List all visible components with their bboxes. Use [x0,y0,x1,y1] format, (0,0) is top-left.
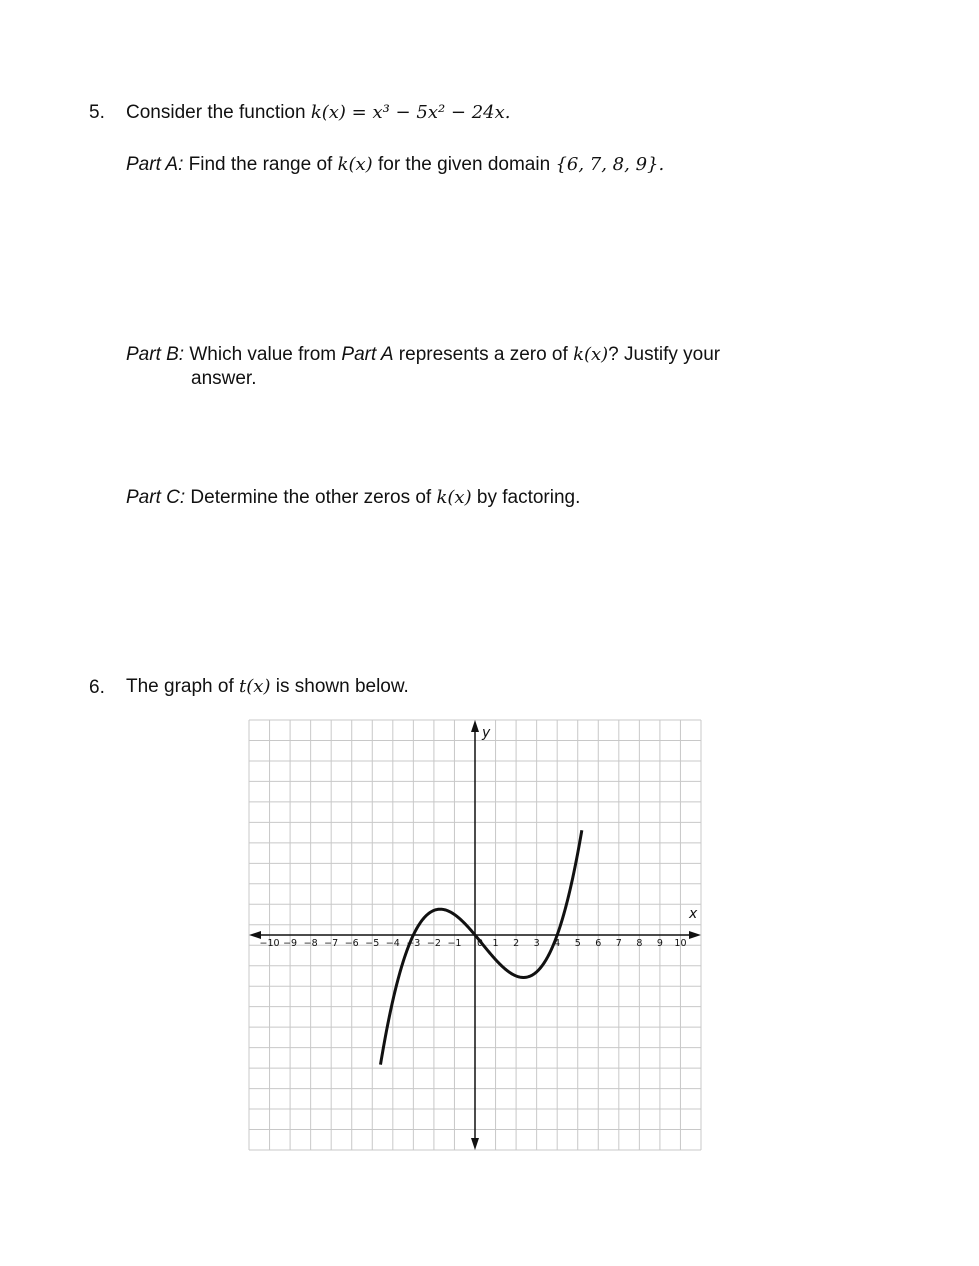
x-tick-label: 0 [476,938,484,949]
part-b-text-2: represents a zero of [398,344,568,365]
y-axis-label: y [482,725,491,741]
x-tick-label: −3 [406,938,421,949]
function-expression: k(x) = x³ − 5x² − 24x. [310,102,511,123]
question-5-stem [126,101,511,125]
part-b-ref: Part A [341,344,394,365]
x-tick-label: 7 [615,938,622,949]
question-6-text: The graph of [126,676,234,697]
part-b-text-1: Which value from [189,344,337,365]
part-b-function: k(x) [573,344,609,365]
x-tick-label: −9 [283,938,298,949]
x-tick-label: 5 [574,938,581,949]
x-tick-label: 6 [595,938,602,949]
x-tick-label: −2 [426,938,441,949]
x-tick-label: −8 [303,938,318,949]
part-a-label: Part A: [126,154,184,175]
x-tick-label: −6 [344,938,359,949]
y-axis-up-arrow [471,720,479,732]
question-6-number: 6. [89,677,105,698]
part-b-label: Part B: [126,344,185,365]
part-a [126,153,664,177]
y-axis-down-arrow [471,1138,479,1150]
part-c [126,486,580,510]
question-5-number: 5. [89,102,105,123]
question-6-stem [126,675,409,699]
x-tick-label: 4 [554,938,561,949]
x-tick-label: 1 [492,938,499,949]
x-axis-label: x [689,906,698,922]
cubic-graph [246,718,704,1154]
part-a-text-after: for the given domain [377,154,551,175]
part-b-line-2: answer. [191,368,257,389]
x-tick-label: −7 [324,938,339,949]
part-a-function: k(x) [337,154,373,175]
x-tick-label: −10 [259,938,280,949]
x-tick-label: 2 [513,938,520,949]
question-6-function: t(x) [239,676,271,697]
x-tick-label: −5 [365,938,380,949]
x-tick-labels [260,938,687,949]
part-a-text: Find the range of [188,154,333,175]
x-tick-label: 8 [636,938,643,949]
question-5-intro: Consider the function [126,102,306,123]
part-b [126,343,720,367]
part-c-text: Determine the other zeros of [190,487,432,508]
part-c-function: k(x) [436,487,472,508]
x-axis-right-arrow [689,931,701,939]
x-tick-label: −4 [385,938,400,949]
x-tick-label: 9 [656,938,663,949]
part-c-text-after: by factoring. [476,487,581,508]
part-c-label: Part C: [126,487,186,508]
x-tick-label: −1 [447,938,462,949]
x-tick-label: 3 [533,938,540,949]
question-6-text-after: is shown below. [275,676,409,697]
part-b-text-3: ? Justify your [608,344,721,365]
part-a-domain: {6, 7, 8, 9}. [555,154,665,175]
x-tick-label: 10 [674,938,687,949]
